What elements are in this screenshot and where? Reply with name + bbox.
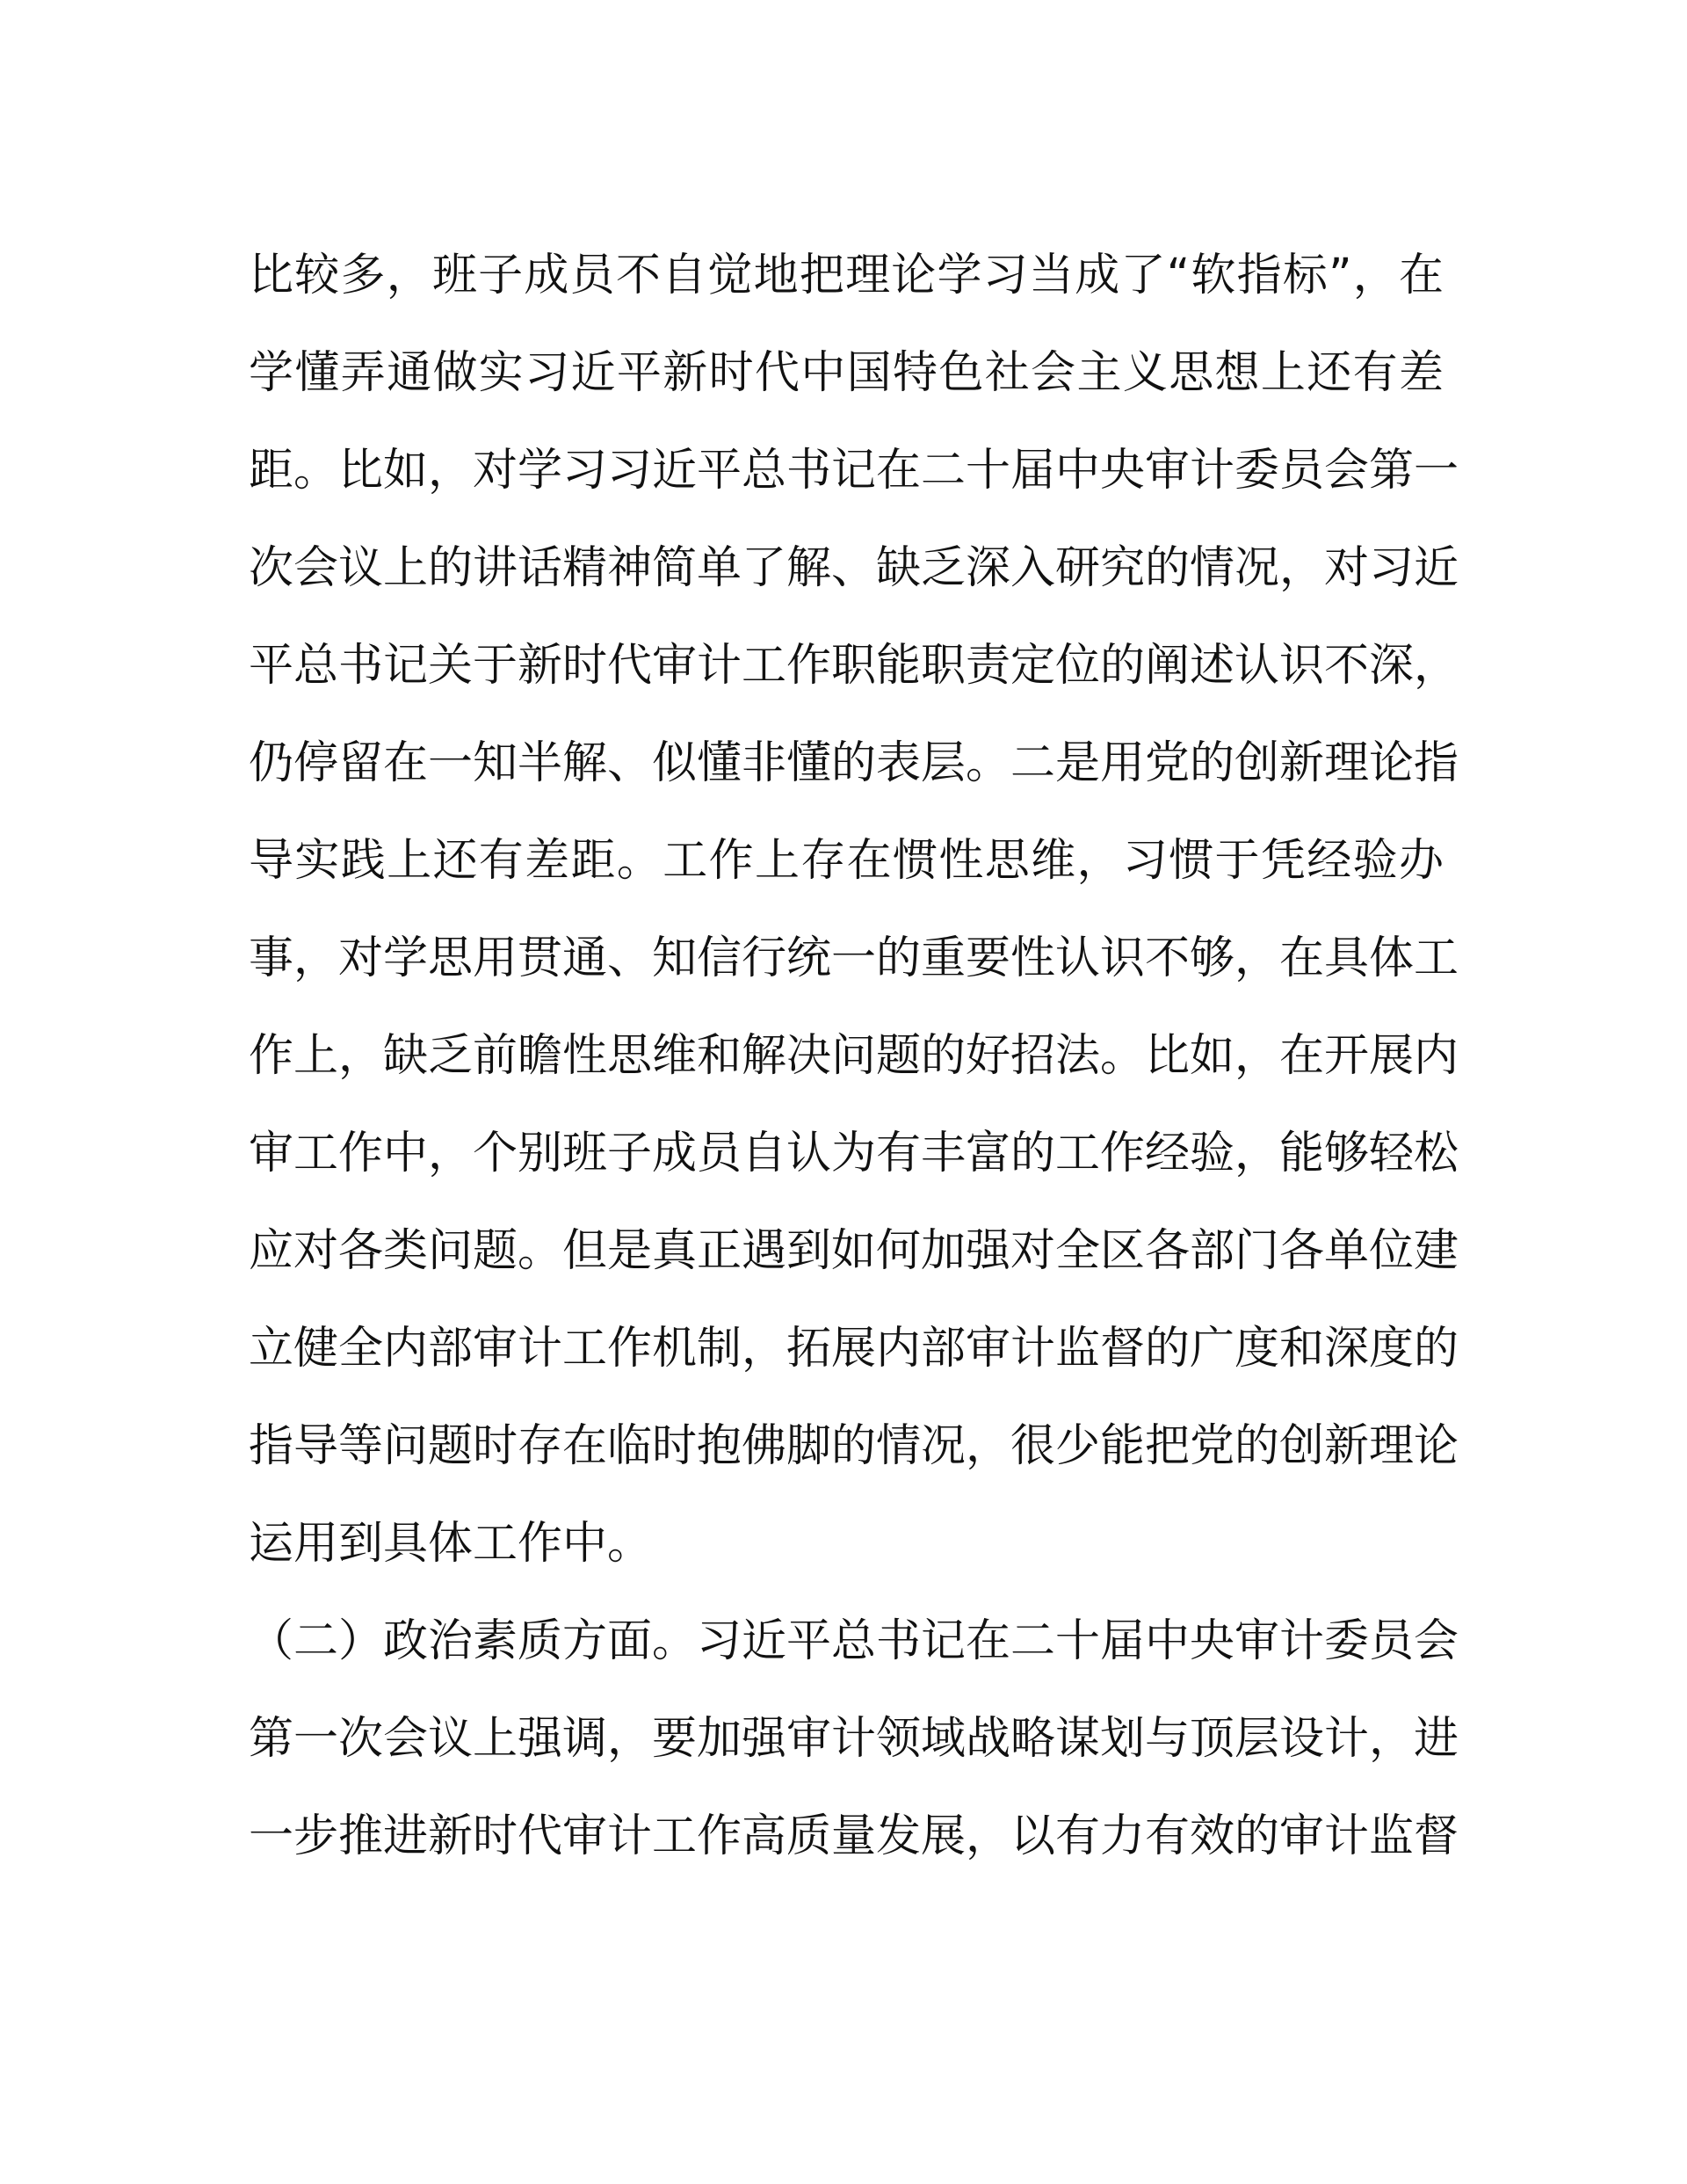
text-line: 事，对学思用贯通、知信行统一的重要性认识不够，在具体工	[249, 932, 1459, 984]
text-line: 应对各类问题。但是真正遇到如何加强对全区各部门各单位建	[249, 1225, 1459, 1277]
text-line: 导实践上还有差距。工作上存在惯性思维，习惯于凭经验办	[249, 835, 1444, 887]
text-line: 比较多，班子成员不自觉地把理论学习当成了“软指标”，在	[249, 250, 1444, 301]
text-line: 次会议上的讲话精神简单了解、缺乏深入研究的情况，对习近	[249, 542, 1459, 594]
text-line: 一步推进新时代审计工作高质量发展，以有力有效的审计监督	[249, 1810, 1459, 1862]
text-line: 运用到具体工作中。	[249, 1518, 653, 1570]
text-line: 距。比如，对学习习近平总书记在二十届中央审计委员会第一	[249, 445, 1459, 497]
text-line: 第一次会议上强调，要加强审计领域战略谋划与顶层设计，进	[249, 1713, 1459, 1765]
document-body	[249, 227, 1459, 1885]
text-line: 作上，缺乏前瞻性思维和解决问题的好招法。比如，在开展内	[249, 1030, 1459, 1082]
text-line: 立健全内部审计工作机制，拓展内部审计监督的广度和深度的	[249, 1323, 1459, 1375]
paragraph-2	[249, 1593, 1459, 1885]
paragraph-1	[249, 227, 1459, 1593]
text-line: 学懂弄通做实习近平新时代中国特色社会主义思想上还有差	[249, 347, 1444, 399]
text-line: 指导等问题时存在临时抱佛脚的情况，很少能把党的创新理论	[249, 1420, 1459, 1472]
section-heading-line: （二）政治素质方面。习近平总书记在二十届中央审计委员会	[249, 1615, 1459, 1667]
text-line: 平总书记关于新时代审计工作职能职责定位的阐述认识不深，	[249, 640, 1459, 692]
text-line: 仍停留在一知半解、似懂非懂的表层。二是用党的创新理论指	[249, 737, 1459, 789]
text-line: 审工作中，个别班子成员自认为有丰富的工作经验，能够轻松	[249, 1128, 1459, 1179]
